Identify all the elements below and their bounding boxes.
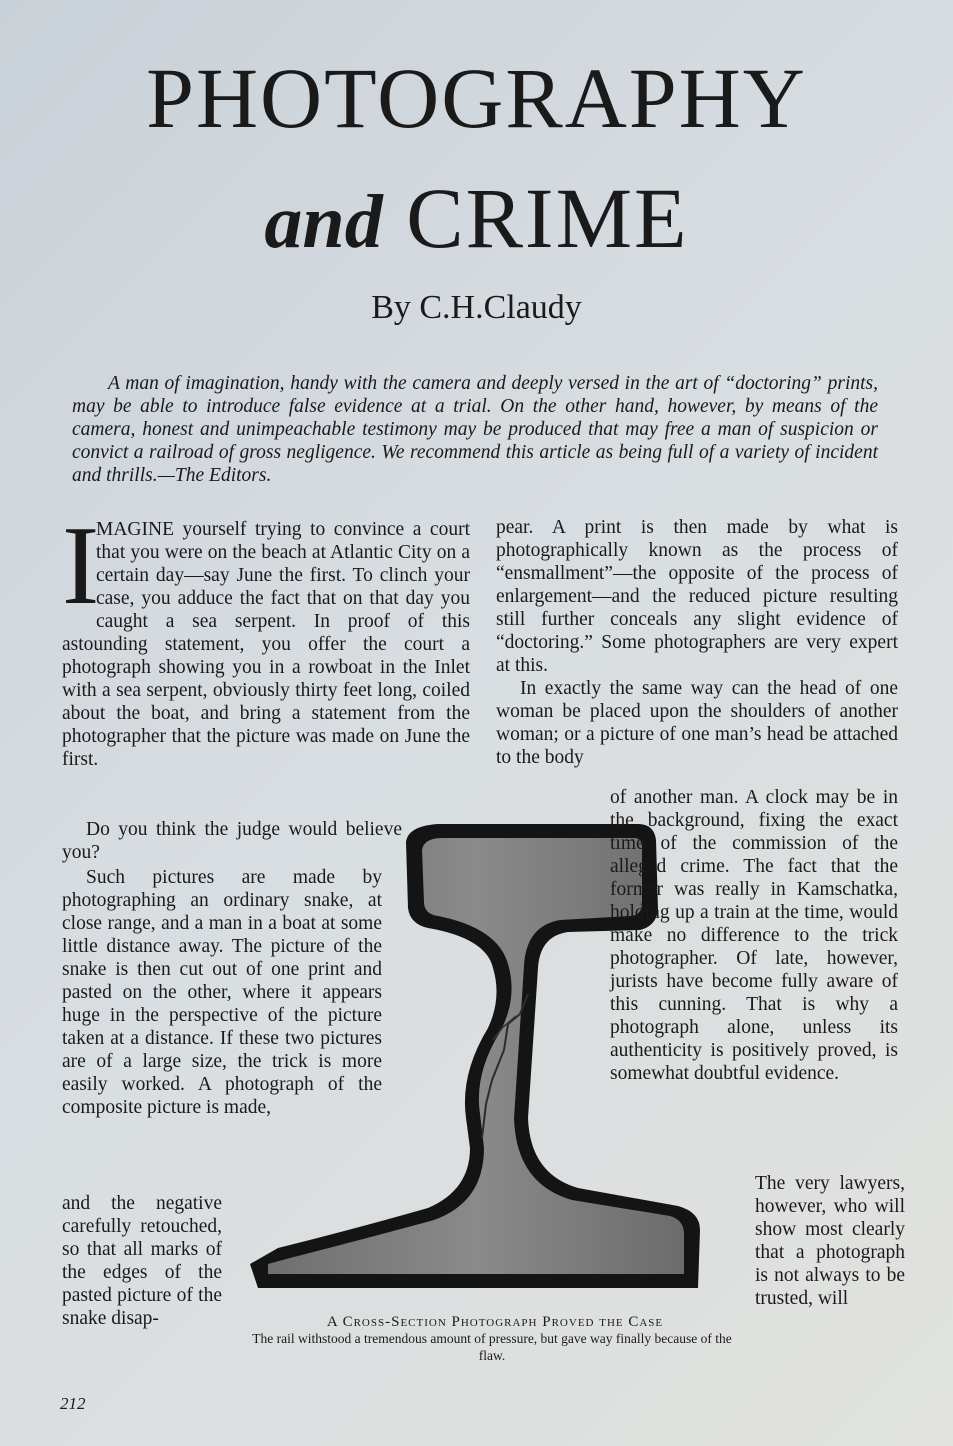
col2-paragraph-3: The very lawyers, however, who will show most clearly that a photograph is not always to be trusted, will <box>755 1173 905 1309</box>
col2-paragraph-1: pear. A print is then made by what is photographically known as the process of “ensmallment”—the opposite of the process of enlargement—and the reduced picture resulting still further conceals any slight evidence of “doctoring.” Some photographers are very expert at this. <box>496 517 898 676</box>
col1-paragraph-3-container <box>62 846 382 1119</box>
col2-paragraph-2b: of another man. A clock may be in the background, fixing the exact time of the commission of the alleged crime. The fact that the former was really in Kamschatka, holding up a train at the time, would make no difference to the trick photographer. Of late, however, jurists have become fully aware of this cunning. That is why a photograph alone, unless its authenticity is positively proved, is somewhat doubtful evidence. <box>610 787 898 1084</box>
column-2-bottom <box>755 1172 905 1310</box>
editors-intro: A man of imagination, handy with the camera and deeply versed in the art of “doctoring” prints, may be able to introduce false evidence at a trial. On the other hand, however, by means of the camera, honest and unimpeachable testimony may be produced that may free a man of suspicion or convict a railroad of gross negligence. We recommend this article as being full of a variety of incident and thrills.—The Editors. <box>72 372 878 486</box>
col1-paragraph-3b: and the negative carefully retouched, so that all marks of the edges of the pasted picture of the snake disap- <box>62 1193 222 1329</box>
column-2-upper <box>496 516 898 769</box>
col1-paragraph-3: Such pictures are made by photographing an ordinary snake, at close range, and a man in a boat at some little distance away. The picture of the snake is then cut out of one print and pasted on the other, where it appears huge in the perspective of the picture taken at a distance. If these two pictures are of a large size, the trick is more easily worked. A photograph of the composite picture is made, <box>62 867 382 1118</box>
column-1-upper <box>62 504 470 771</box>
column-1-bottom <box>62 1192 222 1330</box>
figure-caption-title: A Cross-Section Photograph Proved the Case <box>326 1314 664 1330</box>
col1-paragraph-1: MAGINE yourself trying to convince a court that you were on the beach at Atlantic City on a certain day—say June the first. To clinch your case, you adduce the fact that on that day you caught a sea serpent. In proof of this astounding statement, you offer the court a photograph showing you in a rowboat in the Inlet with a sea serpent, obviously thirty feet long, coiled about the boat, and bring a statement from the photographer that the picture was made on June the first. <box>62 519 470 770</box>
column-2-lower <box>610 786 898 1085</box>
drop-cap: I <box>62 504 100 628</box>
title-crime: CRIME <box>406 170 689 266</box>
title-line-1: PHOTOGRAPHY <box>146 50 807 146</box>
title-and: and <box>264 180 383 264</box>
title-line-2 <box>0 168 953 272</box>
byline: By C.H.Claudy <box>371 289 582 326</box>
col1-paragraph-2: Do you think the judge would believe you? <box>62 819 402 863</box>
col2-paragraph-2: In exactly the same way can the head of one woman be placed upon the shoulders of another woman; or a picture of one man’s head be attached to the body <box>496 678 898 768</box>
figure-caption-text: The rail withstood a tremendous amount of pressure, but gave way finally because of the flaw. <box>252 1331 732 1363</box>
page-number: 212 <box>60 1394 86 1413</box>
